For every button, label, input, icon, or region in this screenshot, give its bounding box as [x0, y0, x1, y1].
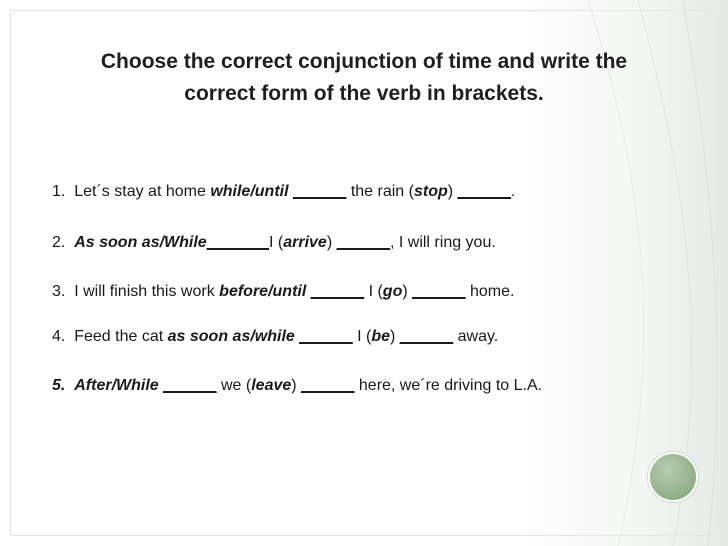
exercise-item-5 [52, 375, 712, 397]
verb-hint: be [371, 328, 390, 345]
item-text: away. [457, 328, 499, 345]
item-text: I ( [357, 328, 372, 345]
verb-hint: stop [413, 183, 448, 200]
item-text: ) [389, 328, 396, 345]
item-number: 4. [52, 328, 66, 345]
item-text: I will finish this work [74, 283, 215, 300]
exercise-item-2 [52, 232, 712, 254]
item-number: 2. [52, 234, 66, 251]
item-text: Let´s stay at home [74, 183, 206, 200]
item-text: ) [326, 234, 333, 251]
item-text: . [510, 183, 516, 200]
slide-title [40, 46, 688, 110]
item-text: the rain ( [350, 183, 414, 200]
answer-blank: ______ [301, 377, 355, 394]
answer-blank: ______ [412, 283, 466, 300]
conjunction-options: while/until [210, 183, 289, 200]
item-text: we ( [220, 377, 252, 394]
answer-blank: ______ [457, 183, 511, 200]
item-text: ) [291, 377, 297, 394]
title-line-1: Choose the correct conjunction of time and write the [100, 50, 628, 73]
answer-blank: ______ [299, 328, 353, 345]
item-text: ) [402, 283, 408, 300]
conjunction-options: As soon as/While [74, 234, 207, 251]
answer-blank: ______ [399, 328, 454, 345]
item-text: home. [469, 283, 515, 300]
item-text: I ( [269, 234, 284, 251]
item-text: Feed the cat [74, 328, 164, 345]
item-number: 1. [52, 183, 66, 200]
answer-blank: ______ [310, 283, 365, 300]
item-text: I ( [368, 283, 383, 300]
verb-hint: leave [251, 377, 292, 394]
conjunction-options: After/While [74, 377, 159, 394]
conjunction-options: before/until [219, 283, 307, 300]
verb-hint: arrive [283, 234, 327, 251]
item-number: 3. [52, 283, 66, 300]
exercise-item-4 [52, 326, 712, 348]
answer-blank: ______ [336, 234, 390, 251]
decorative-circle [648, 452, 698, 502]
answer-blank: _______ [206, 234, 269, 251]
item-text: , I will ring you. [389, 234, 496, 251]
answer-blank: ______ [163, 377, 217, 394]
verb-hint: go [382, 283, 403, 300]
answer-blank: ______ [292, 183, 347, 200]
item-text: here, we´re driving to L.A. [358, 377, 543, 394]
item-text: ) [447, 183, 454, 200]
conjunction-options: as soon as/while [167, 328, 295, 345]
exercise-item-1 [52, 181, 712, 203]
exercise-item-3 [52, 281, 712, 303]
item-number: 5. [52, 377, 66, 394]
title-line-2: correct form of the verb in brackets. [184, 82, 544, 105]
